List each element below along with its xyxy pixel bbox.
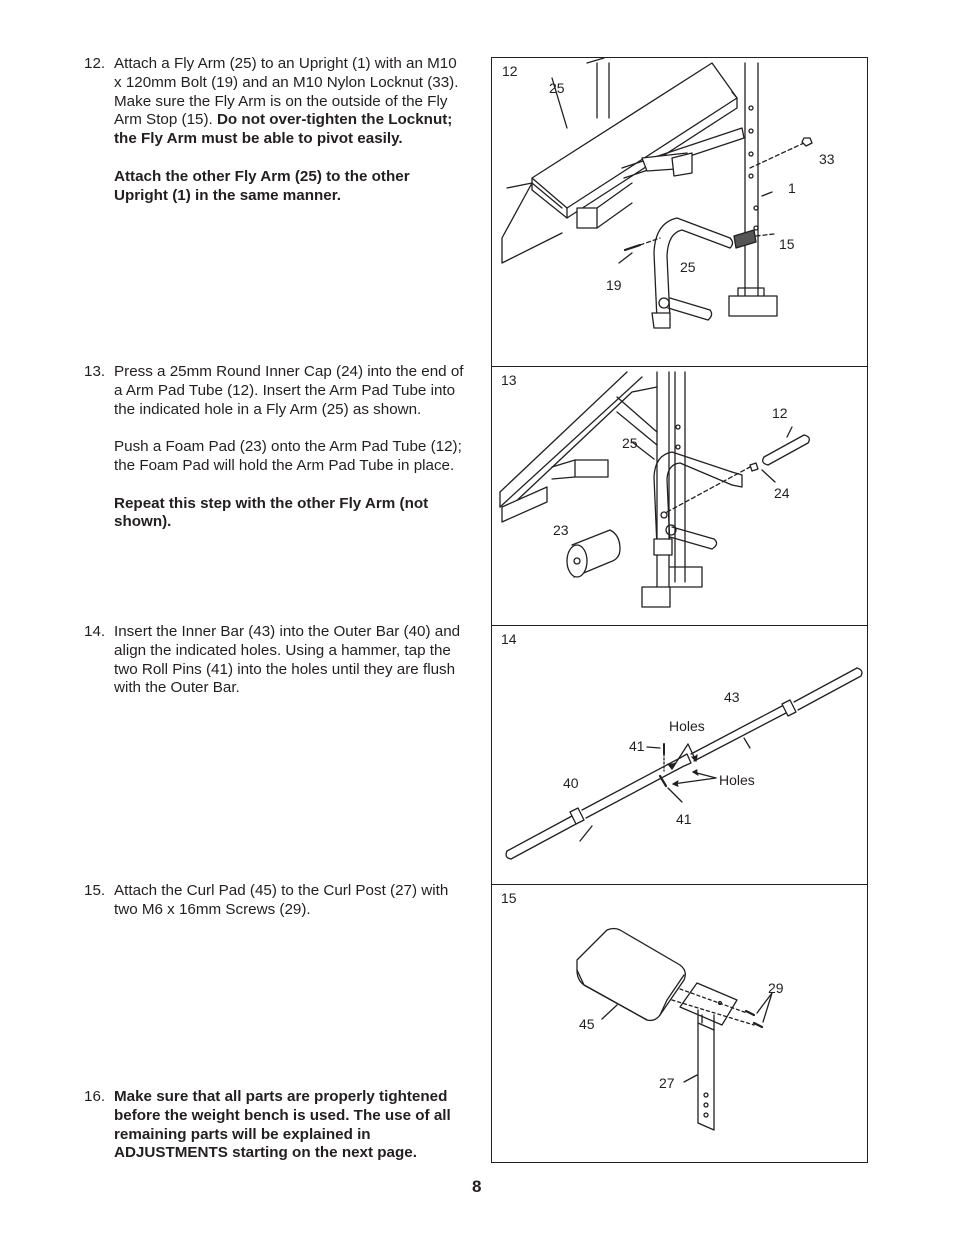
callout-label: 1 <box>788 180 796 196</box>
figure-number: 14 <box>501 631 517 647</box>
step-note: Make sure that all parts are properly tightened before the weight bench is used. The use of all remaining parts will be explained in ADJUSTMENTS starting on the next page. <box>114 1088 451 1162</box>
callout-label: 12 <box>772 405 788 421</box>
step-12 <box>84 55 464 205</box>
callout-label: 25 <box>549 80 565 96</box>
figure-column <box>491 57 868 1163</box>
figure-15 <box>492 884 867 1162</box>
figure-number: 15 <box>501 890 517 906</box>
step-paragraph <box>114 55 464 149</box>
step-note: Attach the other Fly Arm (25) to the other Upright (1) in the same manner. <box>114 167 410 204</box>
callout-label: 15 <box>779 236 795 252</box>
figure-12-drawing <box>492 58 867 367</box>
page-number: 8 <box>472 1177 482 1196</box>
step-text: Attach a Fly Arm (25) to an Upright (1) with an M10 x 120mm Bolt (19) and an M10 Nylon Locknut (33). Make sure the Fly Arm is on the outside of the Fly Arm Stop (15). <box>114 55 459 129</box>
step-note: Repeat this step with the other Fly Arm (not shown). <box>114 494 429 531</box>
step-13 <box>84 363 464 532</box>
callout-label: 23 <box>553 522 569 538</box>
figure-15-drawing <box>492 885 867 1163</box>
callout-label: 25 <box>622 435 638 451</box>
callout-label: 41 <box>629 738 645 754</box>
callout-label: 29 <box>768 980 784 996</box>
callout-label: 45 <box>579 1016 595 1032</box>
step-warning: Do not over-tighten the Locknut; the Fly Arm must be able to pivot easily. <box>114 111 453 148</box>
figure-13-drawing <box>492 367 867 627</box>
figure-14 <box>492 625 867 885</box>
step-number: 16. <box>84 1088 106 1105</box>
step-paragraph <box>114 168 464 206</box>
step-number: 13. <box>84 363 106 380</box>
step-paragraph <box>114 495 464 533</box>
callout-label: 43 <box>724 689 740 705</box>
figure-number: 12 <box>502 63 518 79</box>
callout-label: Holes <box>719 772 755 788</box>
callout-label: 25 <box>680 259 696 275</box>
callout-label: 40 <box>563 775 579 791</box>
callout-label: 24 <box>774 485 790 501</box>
figure-12 <box>492 58 867 367</box>
figure-number: 13 <box>501 372 517 388</box>
figure-13 <box>492 366 867 626</box>
step-16 <box>84 1088 464 1163</box>
callout-label: Holes <box>669 718 705 734</box>
step-paragraph: Attach the Curl Pad (45) to the Curl Post (27) with two M6 x 16mm Screws (29). <box>114 882 449 918</box>
callout-label: 27 <box>659 1075 675 1091</box>
figure-14-drawing <box>492 626 867 886</box>
callout-label: 19 <box>606 277 622 293</box>
callout-label: 41 <box>676 811 692 827</box>
callout-label: 33 <box>819 151 835 167</box>
step-paragraph: Push a Foam Pad (23) onto the Arm Pad Tube (12); the Foam Pad will hold the Arm Pad Tube in place. <box>114 438 462 474</box>
step-number: 12. <box>84 55 106 72</box>
step-number: 15. <box>84 882 106 899</box>
step-paragraph: Insert the Inner Bar (43) into the Outer Bar (40) and align the indicated holes. Using a hammer, tap the two Roll Pins (41) into the holes until they are flush with the Outer Bar. <box>114 623 461 697</box>
step-15 <box>84 882 464 920</box>
step-paragraph <box>114 1088 464 1163</box>
step-14 <box>84 623 464 698</box>
step-number: 14. <box>84 623 106 640</box>
step-paragraph: Press a 25mm Round Inner Cap (24) into the end of a Arm Pad Tube (12). Insert the Arm Pad Tube into the indicated hole in a Fly Arm (25) as shown. <box>114 363 464 418</box>
